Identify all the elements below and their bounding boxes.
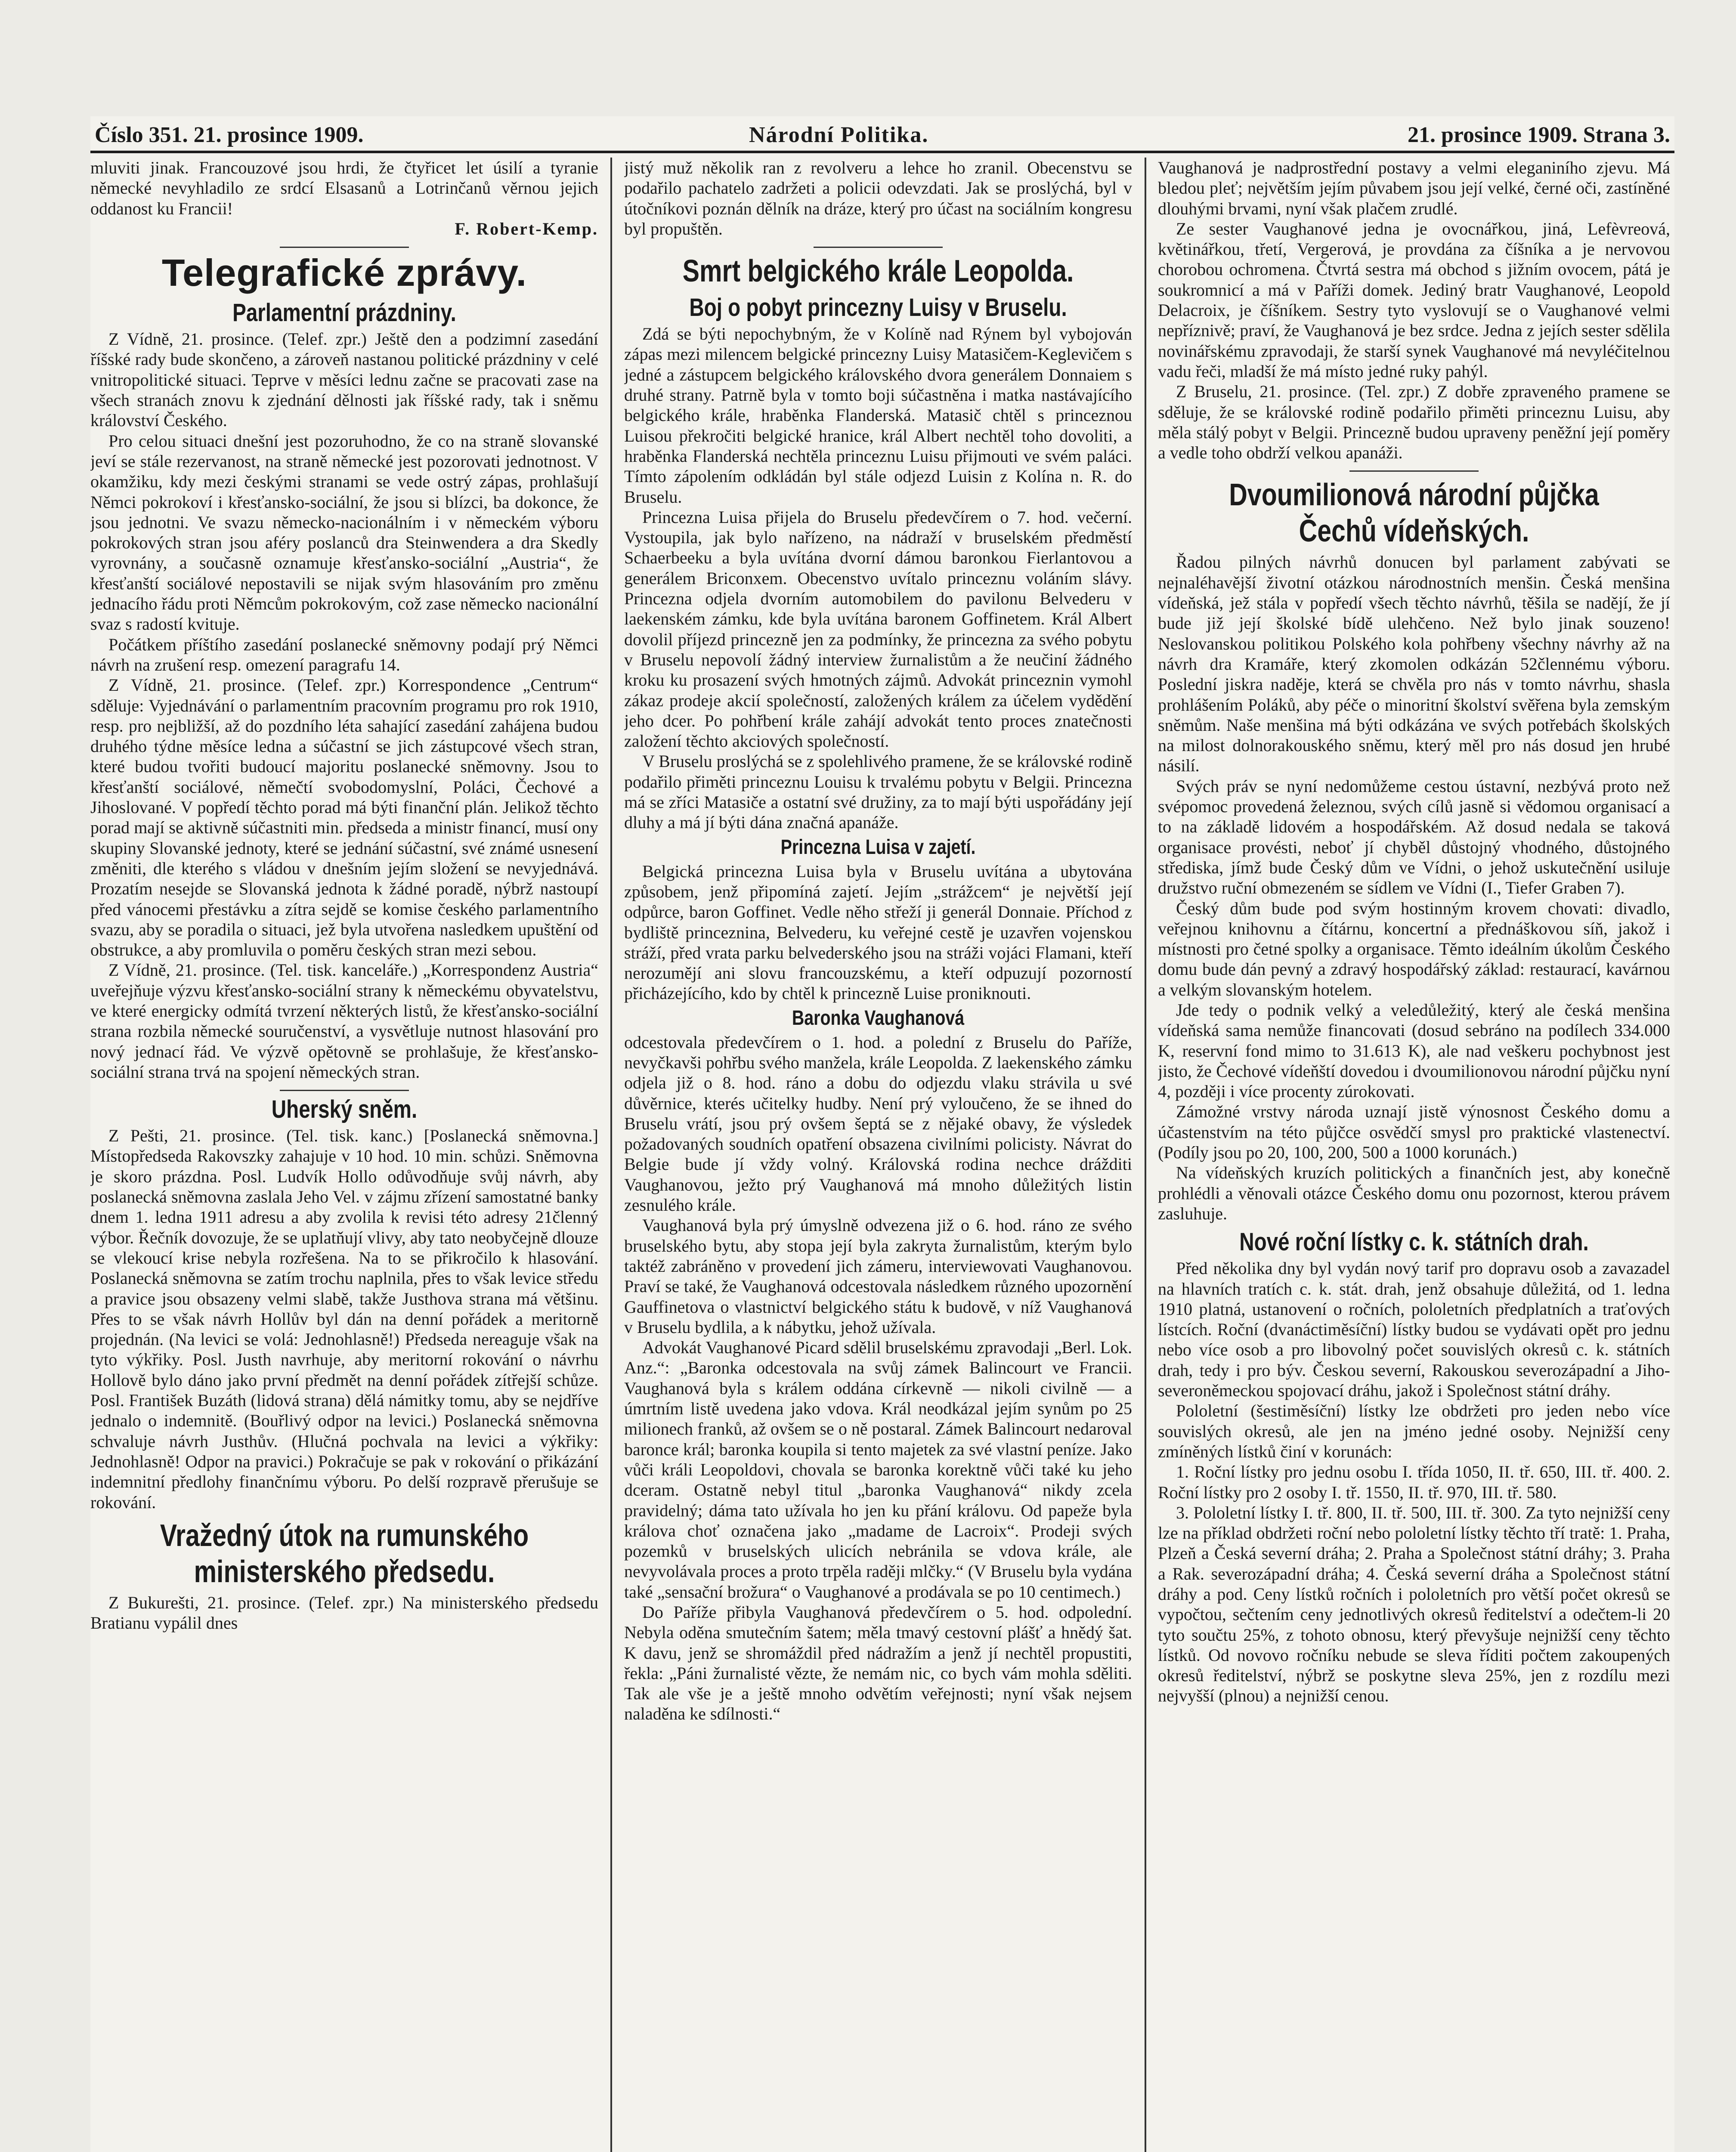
column-divider (610, 158, 612, 2152)
date-page: 21. prosince 1909. Strana 3. (1407, 123, 1670, 147)
paragraph: Počátkem příštího zasedání poslanecké sněmovny podají prý Němci návrh na zrušení resp. omezení paragrafu 14. (90, 634, 598, 674)
paragraph: Ze sester Vaughanové jedna je ovocnářkou, jiná, Lefèvreová, květinářkou, třetí, Vergerová, je provdána za číšníka a je nervovou chorobou ochromena. Čtvrtá sestra má obchod s jižním ovocem, pátá je soukromnicí a má v Paříži domek. Jediný bratr Vaughanové, Leopold Delacroix, je číšníkem. Sestry tyto vyslovují se o Vaughanové velmi nepříznivě; praví, že Vaughanová je bez srdce. Jedna z jejích sester sdělila novinářskému zpravodaji, že starší synek Vaughanové má nevyléčitelnou vadu řeči, mladší že má místo jedné ruky pahýl. (1158, 219, 1670, 381)
paragraph: V Bruselu proslýchá se z spolehlivého pramene, že se královské rodině podařilo přiměti princeznu Louisu k trvalému pobytu v Belgii. Princezna má se zříci Matasiče a ostatní své družiny, za to mají býti uspořádány její dluhy a má jí býti dána značná apanáže. (624, 751, 1132, 832)
article-heading: Uherský sněm. (271, 1095, 418, 1124)
section-divider (814, 247, 943, 248)
article-heading: Parlamentní prázdniny. (232, 299, 456, 327)
section-divider (280, 247, 409, 248)
paragraph: 3. Pololetní lístky I. tř. 800, II. tř. 500, III. tř. 300. Za tyto nejnižší ceny lze na příklad obdržeti roční nebo pololetní lístky těchto tří tratě: 1. Praha, Plzeň a Česká severní dráha; 2. Praha a Společnost státní dráhy; 3. Praha a Rak. severozápadní dráha; 4. Česká severní dráha a Společnost státní dráhy a pod. Ceny lístků ročních i pololetních pro větší počet okresů se vypočtou, sečtením ceny jednotlivých okresů ředitelství a odečtem-li 20 tyto součtu 25%, z tohoto obnosu, který převyšuje nejnižší ceny těchto lístků. Od novovo ročníku nebude se sleva říditi počtem zakoupených okresů ředitelství, nýbrž se poskytne sleva 25%, jen z rozdílu mezi nejvyšší (plnou) a nejnižší cenou. (1158, 1503, 1670, 1706)
paragraph: Jde tedy o podnik velký a veledůležitý, který ale česká menšina vídeňská sama nemůže financovati (dosud sebráno na podílech 334.000 K, reservní fond mimo to 31.613 K), ale nad veškeru pochybnost jest jisto, že Čechové vídeňští dovedou i dvoumilionovou národní půjčku nyní 4, později i více procenty zúrokovati. (1158, 1000, 1670, 1101)
paragraph: Z Vídně, 21. prosince. (Telef. zpr.) Korrespondence „Centrum“ sděluje: Vyjednávání o parlamentním pracovním programu pro rok 1910, resp. pro nejbližší, až do pozdního léta sahající zasedání zahájena budou druhého týdne měsíce ledna a súčastní se jich zástupcové všech stran, které budou tvořiti budoucí majoritu poslanecké sněmovny. Jsou to křesťanští sociálové, němečtí svobodomyslní, Poláci, Čechové a Jihoslované. V popředí těchto porad má býti finanční plán. Jelikož těchto porad mají se aktivně súčastniti min. předseda a ministr financí, musí ony skupiny Slovanské jednoty, které se jednání súčastní, své známé usnesení změniti, dle kterého s vládou v dnešním jejím složení se nevyjednává. Prozatím nesejde se Slovanská jednota k žádné poradě, nýbrž nastoupí před vánocemi přestávku a zítra sejdě se komise českého parlamentního svazu, aby se poradila o situaci, jež byla utvořena nasledkem upuštění od obstrukce, a aby promluvila o poměru českých stran mezi sebou. (90, 675, 598, 960)
paragraph: Pro celou situaci dnešní jest pozoruhodno, že co na straně slovanské jeví se stále rezervanost, na straně německé jest pozorovati jednotnost. V okamžiku, kdy mezi českými stranami se vede ostrý zápas, prohlašují Němci pokrokoví i křesťansko-sociální, že jsou si blízci, ba dokonce, že jsou jednotni. Ve svazu německo-nacionálním i v německém výboru pokrokových stran jsou aféry poslanců dra Steinwendera a dra Skedly vyrovnány, a současně oznamuje křesťansko-sociální „Austria“, že křesťanští sociálové nepostavili se nijak svým hlasováním pro změnu jednacího řádu proti Němcům pokrokovým, což zase německo nacionální svaz s radostí kvituje. (90, 431, 598, 634)
section-heading: Telegrafické zprávy. (161, 251, 527, 294)
paragraph: Z Vídně, 21. prosince. (Tel. tisk. kanceláře.) „Korrespondenz Austria“ uveřejňuje výzvu křesťansko-sociální strany k německému obyvatelstvu, ve které energicky odmítá tvrzení některých listů, že křesťansko-sociální strana rozbila německé souručenství, a vysvětluje nutnost hlasování pro nový jednací řád. Ve výzvě opětovně se prohlašuje, že křesťansko-sociální strana trvá na spojení německých stran. (90, 960, 598, 1082)
paragraph: Pololetní (šestiměsíční) lístky lze obdržeti pro jeden nebo více souvislých okresů, ale jen na jméno jedné osoby. Nejnižší ceny zmíněných lístků činí v korunách: (1158, 1401, 1670, 1461)
page-header (90, 116, 1674, 155)
article-subheading: Baronka Vaughanová (792, 1006, 965, 1030)
paragraph: Z Vídně, 21. prosince. (Telef. zpr.) Ještě den a podzimní zasedání říšské rady bude skončeno, a zároveň nastanou politické prázdniny v celé vnitropolitické situaci. Teprve v měsíci lednu začne se pracovati zase na všech stranách znovu k zjednání dělnosti jak říšské rady, tak i sněmu království Českého. (90, 329, 598, 430)
paragraph: Vaughanová je nadprostřední postavy a velmi eleganiního zjevu. Má bledou pleť; největším jejím půvabem jsou její velké, černé oči, zastíněné dlouhými brvami, nyní však plačem zrudlé. (1158, 158, 1670, 218)
author-signature: F. Robert-Kemp. (455, 219, 598, 238)
paragraph: Advokát Vaughanové Picard sdělil bruselskému zpravodaji „Berl. Lok. Anz.“: „Baronka odcestovala na svůj zámek Balincourt ve Francii. Vaughanová byla s králem oddána církevně — nikoli civilně — a úmrtním listě uvedena jako vdova. Král neodkázal jejím synům po 25 milionech franků, až ovšem se o ně postaral. Zámek Balincourt nedaroval baronce král; baronka koupila si tento majetek za své vlastní peníze. Jako vůči králi Leopoldovi, chovala se baronka korektně vůči také ku jeho dceram. Ostatně nebyl titul „baronka Vaughanová“ nikdy zcela pravidelný; dáma tato užívala ho jen ku přání královu. Od papeže byla králova choť označena jako „madame de Lacroix“. Prodeji svých pozemků v bruselských ulicích nebránila se vdova krále, ale nevyvolávala proces a proto trpěla raději mlčky.“ (V Bruselu byla vydána také „sensační brožura“ o Vaughanové a prodávala se po 10 centimech.) (624, 1338, 1132, 1602)
column-2 (624, 158, 1132, 2152)
header-rule (90, 151, 1674, 153)
column-divider (1145, 158, 1146, 2152)
paragraph: Belgická princezna Luisa byla v Bruselu uvítána a ubytována způsobem, jenž připomíná zajetí. Jejím „strážcem“ je největší její odpůrce, baron Goffinet. Vedle něho střeží ji generál Donnaie. Příchod z bydliště princeznina, Belvederu, ku veřejné cestě je uzavřen vojenskou stráží, před vrata parku belvederského jsou na stráži vojáci Flamani, kteří nerozumějí ani slovu francouzskému, a kteří odpuzují pozorností přicházejícího, kdo by chtěl k princezně Luise proniknouti. (624, 861, 1132, 1003)
article-heading: Smrt belgického krále Leopolda. (682, 254, 1074, 289)
paragraph: Do Paříže přibyla Vaughanová předevčírem o 5. hod. odpolední. Nebyla oděna smutečním šatem; měla tmavý cestovní plášť a hnědý šat. K davu, jenž se shromáždil před nádražím a jenž jí nechtěl propustiti, řekla: „Páni žurnalisté vězte, že nemám nic, co bych vám mohla sděliti. Tak ale vše je a ještě mnoho odvětím veřejnosti; nyní však nejsem naladěna ke sdílnosti.“ (624, 1602, 1132, 1724)
paragraph: jistý muž několik ran z revolveru a lehce ho zranil. Obecenstvu se podařilo pachatelo zadržeti a policii odevzdati. Jak se proslýchá, byl v útočníkovi poznán dělník na dráze, který pro účast na sociálním kongresu byl propuštěn. (624, 158, 1132, 238)
paragraph: Princezna Luisa přijela do Bruselu předevčírem o 7. hod. večerní. Vystoupila, jak bylo nařízeno, na nádraží v bruselském předměstí Schaerbeeku a byla uvítána dvorní dámou baronkou Fierlantovou a generálem Briconxem. Obecenstvo uvítalo princeznu voláním slávy. Princezna odjela dvorním automobilem do pavilonu Belvederu v laekenském zámku, kde byla uvítána baronem Goffinetem. Král Albert dovolil příjezd princezně jen za podmínky, že princezna za svého pobytu v Bruselu nepovolí žádný interview žurnalistům a že neučiní žádného kroku ku prosazení svých hmotných zájmů. Advokát princeznin vymohl zákaz prodeje akcií společností, založených králem za účelem vydědění jeho dcer. Po pohřbení krále zahájí advokát tento proces znatečnosti založení těchto akciových společností. (624, 507, 1132, 751)
paragraph: Na vídeňských kruzích politických a finančních jest, aby konečně prohlédli a věnovali otázce Českého domu onu pozornost, kterou právem zasluhuje. (1158, 1163, 1670, 1223)
section-divider (1349, 470, 1479, 472)
paragraph: Vaughanová byla prý úmyslně odvezena již o 6. hod. ráno ze svého bruselského bytu, aby stopa její byla zakryta žurnalistům, kterým bylo taktéž zabráněno v provedení jich zámeru, interviewovati Vaughanovou. Praví se také, že Vaughanová odcestovala následkem různého upozornění Gauffinetova o vlastnictví belgického státu k budově, v níž Vaughanová v Bruselu bydlila, a k nábytku, jehož užívala. (624, 1215, 1132, 1337)
paragraph: Český dům bude pod svým hostinným krovem chovati: divadlo, veřejnou knihovnu a čítárnu, koncertní a přednáškovou síň, jakož i místnosti pro četné spolky a organisace. Těmto ideálním úkolům Českého domu bude dán pevný a zdravý hospodářský základ: restaurací, kavárnou a velkým slovanským hotelem. (1158, 898, 1670, 999)
column-3 (1158, 158, 1670, 2152)
paragraph: mluviti jinak. Francouzové jsou hrdi, že čtyřicet let úsilí a tyranie německé nevyhladilo ze srdcí Elsasanů a Lotrinčanů věrnou jejich oddanost ku Francii! (90, 158, 598, 218)
paragraph: Z Bukurešti, 21. prosince. (Telef. zpr.) Na ministerského předsedu Bratianu vypálil dnes (90, 1592, 598, 1633)
paragraph: Před několika dny byl vydán nový tarif pro dopravu osob a zavazadel na hlavních tratích c. k. stát. drah, jenž obsahuje důležitá, od 1. ledna 1910 platná, ustanovení o ročních, pololetních předplatních a traťových lístcích. Roční (dvanáctiměsíční) lístky budou se vydávati opět pro jednu nebo více osob a pro libovolný počet souvislých okresů c. k. státních drah, tedy i pro býv. Českou severní, Rakouskou severozápadní a Jiho-severoněmeckou spojovací dráhu, jakož i Společnost státní dráhy. (1158, 1258, 1670, 1401)
issue-info: Číslo 351. 21. prosince 1909. (95, 123, 364, 147)
paragraph: Zdá se býti nepochybným, že v Kolíně nad Rýnem byl vybojován zápas mezi milencem belgické princezny Luisy Matasičem-Keglevičem s jedné a zástupcem belgického královského dvora generálem Donnaiem s druhé strany. Patrně byla v tomto boji súčastněna i matka nastávajícího belgického krále, hraběnka Flanderská. Matasič chtěl s princeznou Luisou překročiti belgické hranice, král Albert nechtěl toho dovoliti, a hraběnka Flanderská nechtěla princeznu Luisu přijmouti ve svém paláci. Tímto zápolením odkládán byl stále odjezd Luisin z Kolína n. R. do Bruselu. (624, 324, 1132, 507)
article-subheading: Princezna Luisa v zajetí. (780, 835, 976, 859)
article-subheading: Boj o pobyt princezny Luisy v Bruselu. (689, 294, 1067, 322)
paragraph: odcestovala předevčírem o 1. hod. a polední z Bruselu do Paříže, nevyčkavši pohřbu svého manžela, krále Leopolda. Z laekenského zámku odjela již o 8. hod. ráno a dobu do odjezdu vlaku strávila u své důvěrnice, kterés učitelky hudby. Není prý vyloučeno, že se ihned do Bruselu vrátí, jsou prý ovšem šeptá se z nějaké obavy, že výsledek požadovaných soudních opatření obsazena civilními policisty. Návrat do Belgie bude jí vždy volný. Královská rodina nechce drážditi Vaughanovou, ježto prý Vaughanová má mnoho důležitých listin zesnulého krále. (624, 1032, 1132, 1215)
paragraph: Zámožné vrstvy národa uznají jistě výnosnost Českého domu a účastenstvím na této půjčce osvědčí smysl pro praktické vlastenectví. (Podíly jsou po 20, 100, 200, 500 a 1000 korunách.) (1158, 1102, 1670, 1163)
paragraph: Z Pešti, 21. prosince. (Tel. tisk. kanc.) [Poslanecká sněmovna.] Místopředseda Rakovszky zahajuje v 10 hod. 10 min. schůzi. Sněmovna je skoro prázdna. Posl. Ludvík Hollo odůvodňuje svůj návrh, aby poslanecká sněmovna zaslala Jeho Vel. v zájmu zřízení samostatné banky dnem 1. ledna 1911 adresu a aby zvolila k revisi této adresy 21členný výbor. Řečník dovozuje, že se uplatňují vlivy, aby tato neobyčejně dlouze se vlekoucí krise nebyla rozřešena. Na to se přikročilo k hlasování. Poslanecká sněmovna se zatím trochu naplnila, přes to však levice středu a pravice jsou obsazeny velmi slabě, takže Justhova strana má většinu. Přes to se však návrh Hollův byl dán na denní pořádek a meritorně projednán. (Na levici se volá: Jednohlasně!) Předseda nereaguje však na tyto výkřiky. Posl. Justh navrhuje, aby meritorní rokování o návrhu Hollově bylo dáno jako první předmět na denní pořádek zítřejší schůze. Posl. František Buzáth (lidová strana) dělá námitky tomu, aby se nejdříve jednalo o indemnitě. (Bouřlivý odpor na levici.) Poslanecká sněmovna schvaluje návrh Justhův. (Hlučná pochvala na levici a výkřiky: Jednohlasně! Odpor na pravici.) Pokračuje se pak v rokování o přikázání indemnitní předlohy finančnímu výboru. Po delší rozpravě přerušuje se rokování. (90, 1126, 598, 1512)
paragraph: 1. Roční lístky pro jednu osobu I. třída 1050, II. tř. 650, III. tř. 400. 2. Roční lístky pro 2 osoby I. tř. 1550, II. tř. 970, III. tř. 580. (1158, 1462, 1670, 1502)
newspaper-page (90, 116, 1674, 2152)
section-divider (280, 1090, 409, 1091)
column-1 (90, 158, 598, 2152)
paragraph: Svých práv se nyní nedomůžeme cestou ústavní, nezbývá proto než svépomoc provedená železnou, svých cílů jasně si vědomou organisací a to na základě lidovém a hospodářském. Až dosud nedala se taková organisace provésti, neboť jí chyběl důstojný vhodného, důstojného střediska, jímž bude Český dům ve Vídni, o jehož uskutečnění usiluje družstvo ruční obmezeném se sídlem ve Vídni (I., Tiefer Graben 7). (1158, 776, 1670, 898)
article-heading: Nové roční lístky c. k. státních drah. (1239, 1228, 1589, 1256)
paragraph: Řadou pilných návrhů donucen byl parlament zabývati se nejnaléhavější životní otázkou národnostních menšin. Česká menšina vídeňská, jež stála v popředí všech těchto návrhů, těšila se nadějí, že jí bude již její školské bídě ulehčeno. Než bylo jinak souzeno! Neslovanskou politikou Polského kola pohřbeny všechny návrhy až na návrh dra Kramáře, který zkomolen odkázán 52člennému výboru. Poslední jiskra naděje, která se chvěla pro nás v tomto návrhu, shasla prohlášením Poláků, aby péče o minoritní školství svěřena byla zemským sněmům. Naše menšina má býti odkázána ve svých potřebách školských na milost dolnorakouského sněmu, který měl pro nás dosud jen hrubé násilí. (1158, 552, 1670, 776)
article-heading: Dvoumilionová národní půjčka Čechů vídeňských. (1229, 478, 1599, 549)
masthead: Národní Politika. (749, 123, 929, 147)
article-heading: Vražedný útok na rumunského ministerského předsedu. (160, 1518, 529, 1589)
paragraph: Z Bruselu, 21. prosince. (Tel. zpr.) Z dobře zpraveného pramene se sděluje, že se královské rodině podařilo přiměti princeznu Luisu, aby měla stálý pobyt v Belgii. Princezně budou upraveny peněžní její poměry a vedle toho obdrží velkou apanáži. (1158, 382, 1670, 463)
